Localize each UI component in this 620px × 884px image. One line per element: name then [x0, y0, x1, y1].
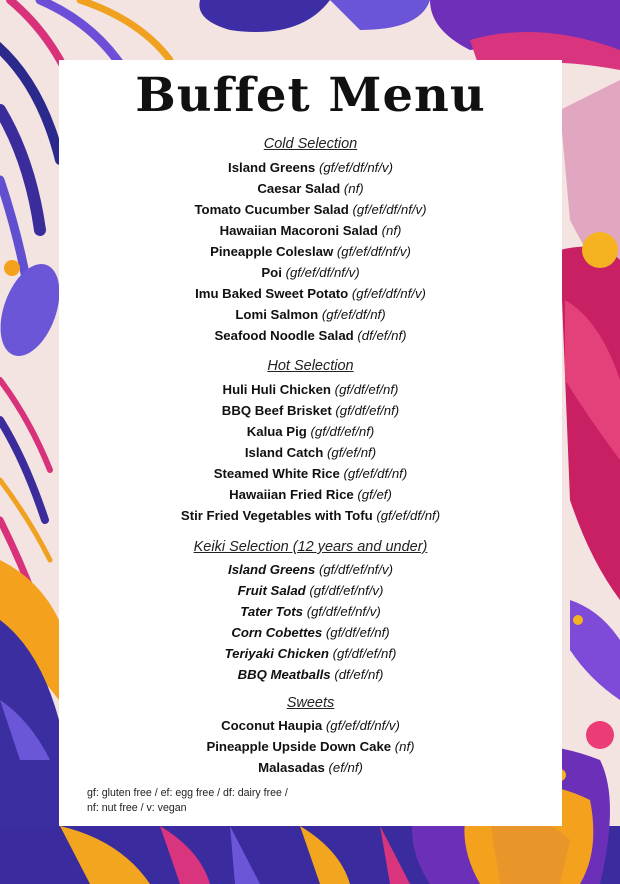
- menu-item: Coconut Haupia (gf/ef/df/nf/v): [221, 718, 400, 733]
- menu-item: Lomi Salmon (gf/ef/df/nf): [235, 307, 386, 322]
- menu-item: Pineapple Coleslaw (gf/ef/df/nf/v): [210, 244, 411, 259]
- menu-item: Teriyaki Chicken (gf/df/ef/nf): [224, 646, 397, 661]
- legend-line: gf: gluten free / ef: egg free / df: dairy free /: [87, 787, 288, 799]
- section-heading-keiki: Keiki Selection (12 years and under): [193, 539, 428, 555]
- menu-item: Island Greens (gf/ef/df/nf/v): [228, 160, 393, 175]
- menu-item: Tater Tots (gf/df/ef/nf/v): [240, 604, 381, 619]
- menu-title: Buffet Menu: [135, 68, 486, 123]
- menu-item: Malasadas (ef/nf): [258, 760, 363, 775]
- menu-item: Hawaiian Macoroni Salad (nf): [219, 223, 402, 238]
- menu-item: Kalua Pig (gf/df/ef/nf): [246, 424, 375, 439]
- menu-item: Seafood Noodle Salad (df/ef/nf): [214, 328, 407, 343]
- menu-item: Huli Huli Chicken (gf/df/ef/nf): [222, 382, 399, 397]
- menu-item: Pineapple Upside Down Cake (nf): [206, 739, 415, 754]
- menu-item: Fruit Salad (gf/df/ef/nf/v): [237, 583, 384, 598]
- menu-item: Imu Baked Sweet Potato (gf/ef/df/nf/v): [195, 286, 426, 301]
- menu-item: Tomato Cucumber Salad (gf/ef/df/nf/v): [194, 202, 427, 217]
- menu-item: BBQ Beef Brisket (gf/df/ef/nf): [221, 403, 400, 418]
- menu-item: Poi (gf/ef/df/nf/v): [261, 265, 360, 280]
- dietary-legend: [87, 786, 547, 815]
- menu-item: Island Catch (gf/ef/nf): [244, 445, 377, 460]
- menu-item: BBQ Meatballs (df/ef/nf): [237, 667, 384, 682]
- menu-item: Hawaiian Fried Rice (gf/ef): [229, 487, 392, 502]
- section-heading-hot: Hot Selection: [267, 358, 354, 374]
- menu-item: Island Greens (gf/df/ef/nf/v): [228, 562, 393, 577]
- menu-item: Stir Fried Vegetables with Tofu (gf/ef/df/nf): [180, 508, 441, 523]
- menu-item: Corn Cobettes (gf/df/ef/nf): [231, 625, 390, 640]
- legend-line: nf: nut free / v: vegan: [87, 801, 187, 814]
- section-heading-sweets: Sweets: [286, 695, 335, 711]
- menu-item: Steamed White Rice (gf/ef/df/nf): [213, 466, 408, 481]
- section-heading-cold: Cold Selection: [263, 136, 358, 152]
- menu-item: Caesar Salad (nf): [257, 181, 364, 196]
- menu-card: [59, 60, 562, 826]
